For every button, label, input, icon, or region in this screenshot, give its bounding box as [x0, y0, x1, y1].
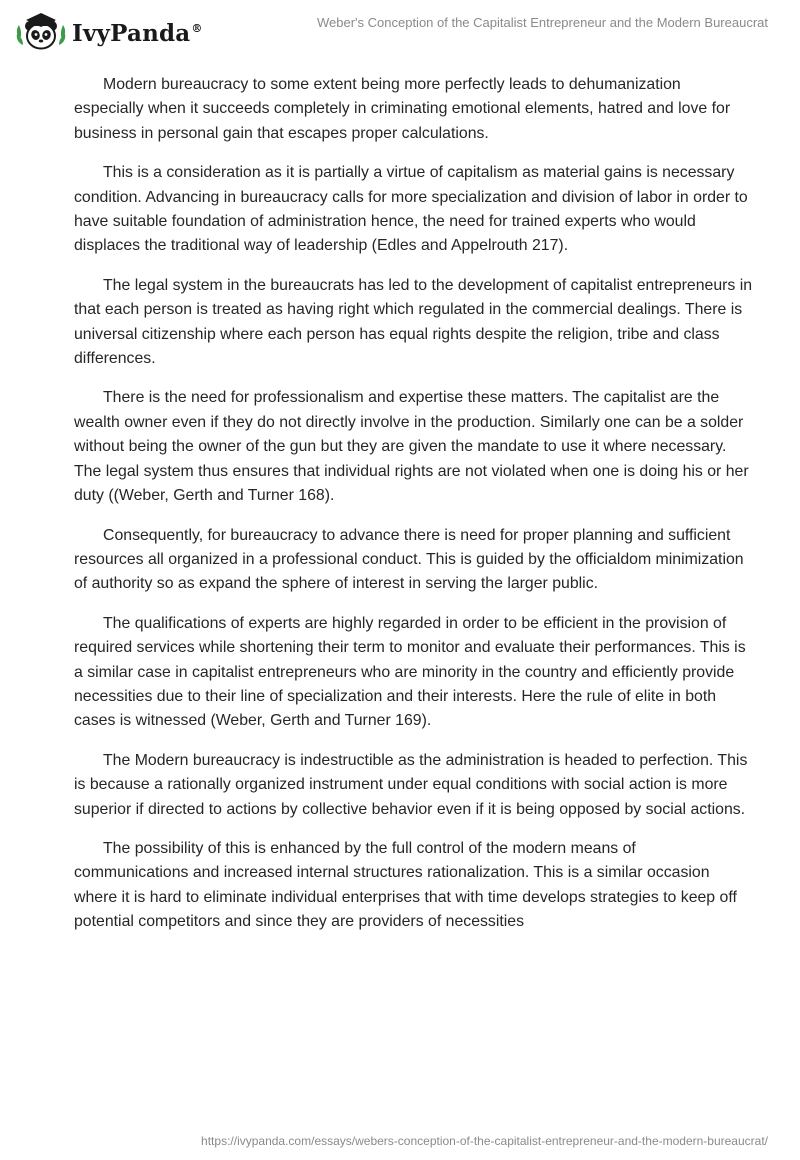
paragraph: This is a consideration as it is partially a virtue of capitalism as material gains is necessary condition. Advancing in bureaucracy calls for more specialization and division of labor in order to have suitable foundation of administration hence, the need for trained experts who would displaces the traditional way of leadership (Edles and Appelrouth 217). [74, 164, 748, 255]
paragraph: The legal system in the bureaucrats has led to the development of capitalist entrepreneurs in that each person is treated as having right which regulated in the commercial dealings. There is universal citizenship where each person has equal rights despite the religion, tribe and class differences. [74, 276, 753, 368]
paragraph: Modern bureaucracy to some extent being more perfectly leads to dehumanization especially when it succeeds completely in criminating emotional elements, hatred and love for business in personal gain that escapes proper calculations. [74, 76, 731, 142]
paragraph: The Modern bureaucracy is indestructible as the administration is headed to perfection. This is because a rationally organized instrument under equal conditions with social action is more superior if directed to actions by collective behavior even if it is being opposed by social actions. [74, 751, 748, 818]
document-title: Weber's Conception of the Capitalist Entrepreneur and the Modern Bureaucrat [316, 15, 768, 30]
essay-body [74, 73, 754, 950]
logo-wordmark [72, 19, 203, 47]
panda-graduate-icon [14, 9, 68, 53]
source-url[interactable]: https://ivypanda.com/essays/webers-conception-of-the-capitalist-entrepreneur-and-the-modern-bureaucrat/ [201, 1134, 768, 1148]
ivypanda-logo[interactable] [14, 8, 203, 54]
page-header [0, 0, 800, 62]
paragraph: There is the need for professionalism and expertise these matters. The capitalist are the wealth owner even if they do not directly involve in the production. Similarly one can be a solder without being the owner of the gun but they are given the mandate to use it where necessary. The legal system thus ensures that individual rights are not violated when one is doing his or her duty ((Weber, Gerth and Turner 168). [74, 389, 749, 505]
brand-name: IvyPanda [72, 19, 191, 47]
paragraph: The qualifications of experts are highly regarded in order to be efficient in the provision of required services while shortening their term to monitor and evaluate their performances. This is a similar case in capitalist entrepreneurs who are minority in the country and efficiently provide necessities due to their line of specialization and their interests. Here the rule of elite in both cases is witnessed (Weber, Gerth and Turner 169). [74, 614, 746, 730]
registered-mark: ® [191, 21, 203, 35]
paragraph: Consequently, for bureaucracy to advance there is need for proper planning and sufficient resources all organized in a professional conduct. This is guided by the officialdom minimization of authority so as expand the sphere of interest in serving the larger public. [74, 526, 744, 593]
paragraph: The possibility of this is enhanced by the full control of the modern means of communications and increased internal structures rationalization. This is a similar occasion where it is hard to eliminate individual enterprises that with time develops strategies to keep off potential competitors and since they are providers of necessities [74, 839, 737, 931]
